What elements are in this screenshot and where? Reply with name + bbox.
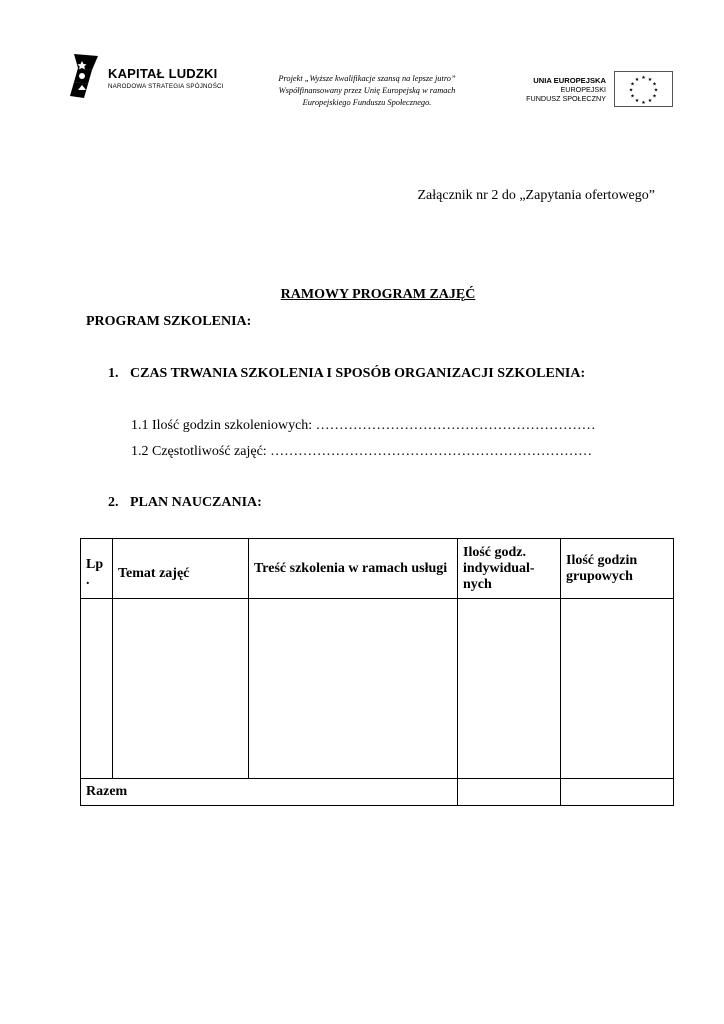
svg-text:★: ★ — [634, 98, 640, 104]
training-hours-line: 1.1 Ilość godzin szkoleniowych: …………………………………………………… — [131, 418, 596, 433]
svg-text:★: ★ — [630, 81, 635, 88]
svg-text:★: ★ — [628, 87, 634, 94]
column-header-lp: Lp . — [81, 539, 113, 599]
section-1-heading — [108, 366, 585, 382]
section-title: PLAN NAUCZANIA: — [130, 495, 262, 510]
eu-flag-icon — [614, 71, 673, 107]
project-description — [248, 73, 486, 109]
class-frequency-line: 1.2 Częstotliwość zajęć: …………………………………………………………… — [131, 444, 593, 459]
eu-logo-text — [500, 76, 606, 103]
table-cell[interactable] — [249, 599, 458, 779]
table-header-row — [81, 539, 674, 599]
logo-subtitle: NARODOWA STRATEGIA SPÓJNOŚCI — [108, 83, 224, 90]
table-total-row — [81, 779, 674, 806]
svg-text:★: ★ — [647, 98, 653, 104]
project-line: Europejskiego Funduszu Społecznego. — [302, 98, 432, 107]
svg-text:★: ★ — [653, 87, 659, 94]
table-cell[interactable] — [458, 599, 561, 779]
table-cell[interactable] — [561, 779, 674, 806]
section-number: 2. — [108, 495, 119, 510]
project-line: Współfinansowany przez Unię Europejską w ramach — [278, 86, 456, 95]
svg-text:★: ★ — [652, 93, 657, 100]
table-cell[interactable] — [561, 599, 674, 779]
eu-logo-line: EUROPEJSKI — [560, 85, 606, 94]
svg-text:★: ★ — [634, 77, 640, 83]
svg-text:★: ★ — [647, 77, 653, 83]
total-label: Razem — [81, 779, 458, 806]
svg-text:★: ★ — [641, 75, 646, 81]
eu-stars-icon — [615, 72, 672, 106]
column-header-group-hours: Ilość godzin grupowych — [561, 539, 674, 599]
document-title: RAMOWY PROGRAM ZAJĘĆ — [280, 287, 476, 302]
table-cell[interactable] — [113, 599, 249, 779]
kapital-ludzki-emblem-icon — [68, 52, 104, 100]
svg-text:★: ★ — [652, 81, 657, 88]
eu-logo-line: FUNDUSZ SPOŁECZNY — [526, 94, 606, 103]
eu-logo-line: UNIA EUROPEJSKA — [533, 76, 606, 85]
svg-text:★: ★ — [630, 93, 635, 100]
project-line: Projekt „Wyższe kwalifikacje szansą na lepsze jutro” — [278, 74, 456, 83]
svg-text:★: ★ — [641, 100, 646, 106]
table-cell[interactable] — [458, 779, 561, 806]
logo-title: KAPITAŁ LUDZKI — [108, 66, 218, 81]
attachment-note: Załącznik nr 2 do „Zapytania ofertowego” — [417, 188, 655, 203]
table-cell[interactable] — [81, 599, 113, 779]
section-number: 1. — [108, 366, 119, 381]
table-row — [81, 599, 674, 779]
program-heading: PROGRAM SZKOLENIA: — [86, 314, 252, 329]
column-header-individual-hours: Ilość godz. indywidual-nych — [458, 539, 561, 599]
column-header-content: Treść szkolenia w ramach usługi — [249, 539, 458, 599]
teaching-plan-table — [80, 538, 674, 806]
section-2-heading — [108, 495, 262, 511]
column-header-topic: Temat zajęć — [113, 539, 249, 599]
section-title: CZAS TRWANIA SZKOLENIA I SPOSÓB ORGANIZACJI SZKOLENIA: — [130, 366, 586, 381]
kapital-ludzki-logo — [68, 52, 258, 102]
